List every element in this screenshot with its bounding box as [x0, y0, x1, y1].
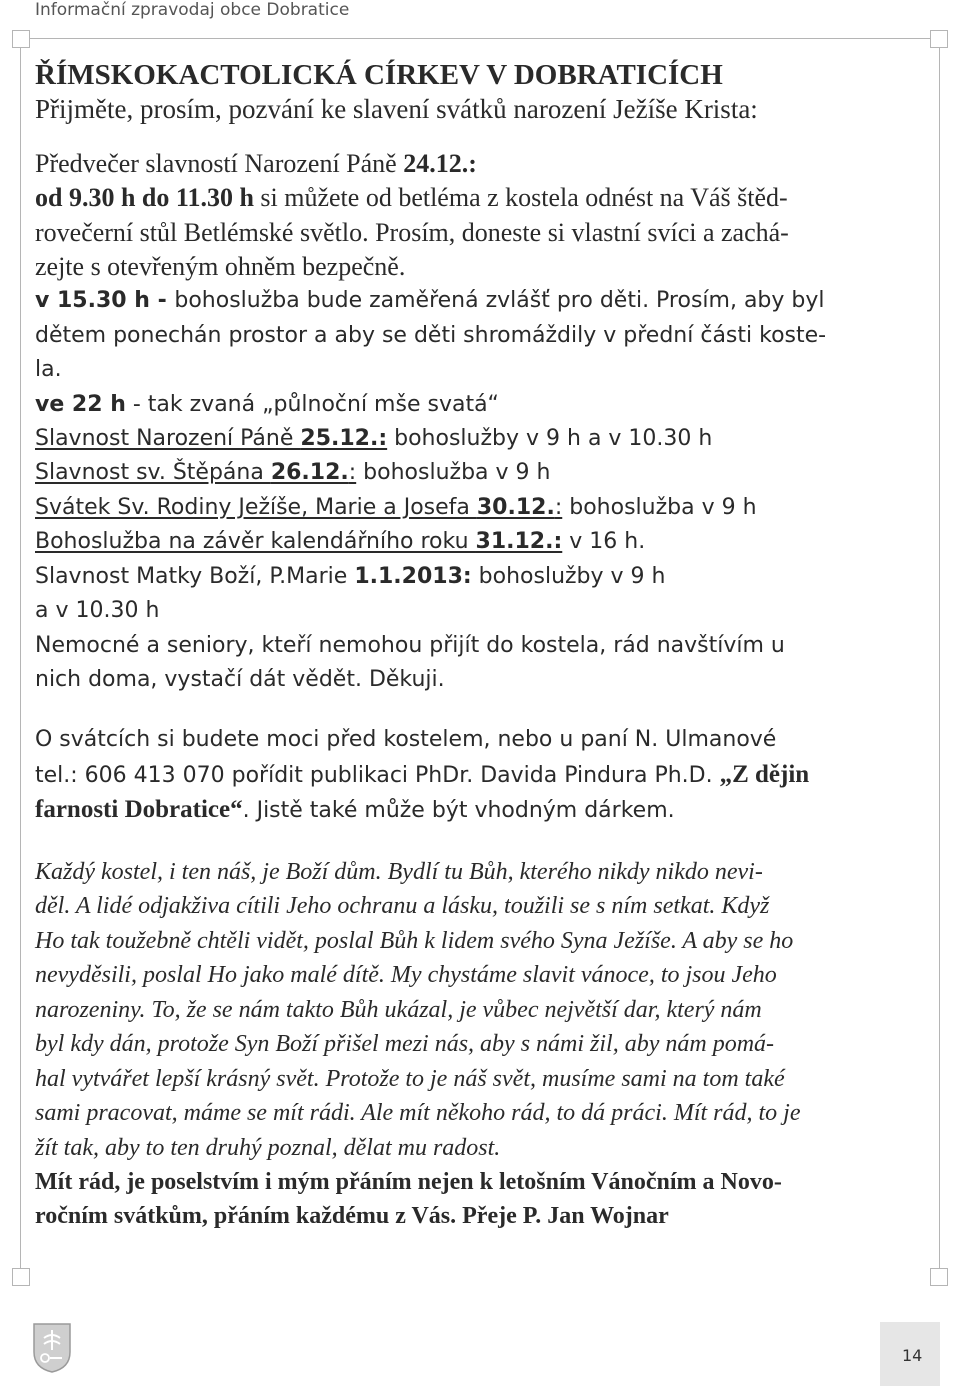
schedule-line: Svátek Sv. Rodiny Ježíše, Marie a Josefa 30.12.: bohoslužba v 9 h	[35, 494, 757, 520]
reflection-line: děl. A lidé odjakživa cítili Jeho ochranu a lásku, toužili se s ním setkat. Když	[35, 893, 770, 920]
schedule-line: zejte s otevřeným ohněm bezpečně.	[35, 252, 406, 282]
schedule-line: a v 10.30 h	[35, 598, 160, 624]
reflection-line: byl kdy dán, protože Syn Boží přišel mezi nás, aby s námi žil, aby nám pomá-	[35, 1031, 775, 1058]
article	[35, 58, 935, 1233]
schedule-line: od 9.30 h do 11.30 h si můžete od betléma z kostela odnést na Váš štěd-	[35, 183, 788, 213]
article-subtitle: Přijměte, prosím, pozvání ke slavení svátků narození Ježíše Krista:	[35, 94, 758, 125]
frame-left-border	[20, 38, 21, 1276]
frame-right-border	[939, 38, 940, 1276]
reflection-paragraph	[35, 855, 935, 1166]
frame-top-border	[20, 38, 940, 39]
corner-ornament-bottom-left	[12, 1268, 30, 1286]
reflection-line: Každý kostel, i ten náš, je Boží dům. Bydlí tu Bůh, kterého nikdy nikdo nevi-	[35, 858, 763, 885]
schedule-line: Slavnost sv. Štěpána 26.12.: bohoslužba v 9 h	[35, 460, 551, 486]
municipal-coat-of-arms-icon	[32, 1322, 72, 1374]
reflection-line: hal vytvářet lepší krásný svět. Protože to je náš svět, musíme sami na tom také	[35, 1065, 785, 1092]
schedule-line: Bohoslužba na závěr kalendářního roku 31.12.: v 16 h.	[35, 529, 646, 555]
corner-ornament-top-right	[930, 30, 948, 48]
schedule-line: dětem ponechán prostor a aby se děti shromáždily v přední části koste-	[35, 322, 827, 348]
reflection-line: narozeniny. To, že se nám takto Bůh ukázal, je vůbec největší dar, který nám	[35, 996, 762, 1023]
schedule-line: Slavnost Narození Páně 25.12.: bohoslužby v 9 h a v 10.30 h	[35, 426, 713, 452]
schedule-line: rovečerní stůl Betlémské světlo. Prosím, doneste si vlastní svíci a zachá-	[35, 217, 789, 247]
page-number: 14	[902, 1346, 923, 1365]
reflection-line: Ho tak toužebně chtěli vidět, poslal Bůh k lidem svého Syna Ježíše. A aby se ho	[35, 927, 794, 954]
publication-note	[35, 723, 935, 828]
schedule-line: Předvečer slavností Narození Páně 24.12.:	[35, 148, 477, 178]
reflection-line: žít tak, aby to ten druhý poznal, dělat mu radost.	[35, 1134, 501, 1161]
publication-line: tel.: 606 413 070 pořídit publikaci PhDr. Davida Pindura Ph.D. „Z dějin	[35, 760, 810, 788]
corner-ornament-top-left	[12, 30, 30, 48]
publication-line: farnosti Dobratice“. Jistě také může být vhodným dárkem.	[35, 796, 675, 824]
closing-line: ročním svátkům, přáním každému z Vás. Přeje P. Jan Wojnar	[35, 1203, 669, 1230]
article-title: ŘÍMSKOKACTOLICKÁ CÍRKEV V DOBRATICÍCH	[35, 59, 723, 91]
closing-line: Mít rád, je poselstvím i mým přáním nejen k letošním Vánočním a Novo-	[35, 1169, 782, 1196]
reflection-line: sami pracovat, máme se mít rádi. Ale mít někoho rád, to dá práci. Mít rád, to je	[35, 1100, 801, 1127]
publication-line: O svátcích si budete moci před kostelem, nebo u paní N. Ulmanové	[35, 727, 777, 753]
corner-ornament-bottom-right	[930, 1268, 948, 1286]
schedule-line: nich doma, vystačí dát vědět. Děkuji.	[35, 666, 445, 692]
closing-greeting	[35, 1165, 935, 1233]
schedule-line: Nemocné a seniory, kteří nemohou přijít do kostela, rád navštívím u	[35, 632, 785, 658]
reflection-line: nevyděsili, poslal Ho jako malé dítě. My chystáme slavit vánoce, to jsou Jeho	[35, 962, 777, 989]
newsletter-header: Informační zpravodaj obce Dobratice	[35, 0, 350, 20]
schedule-line: v 15.30 h - bohoslužba bude zaměřená zvlášť pro děti. Prosím, aby byl	[35, 288, 825, 314]
schedule-line: la.	[35, 357, 62, 383]
schedule-line: Slavnost Matky Boží, P.Marie 1.1.2013: bohoslužby v 9 h	[35, 563, 666, 589]
schedule	[35, 147, 935, 698]
schedule-line: ve 22 h - tak zvaná „půlnoční mše svatá“	[35, 391, 499, 417]
